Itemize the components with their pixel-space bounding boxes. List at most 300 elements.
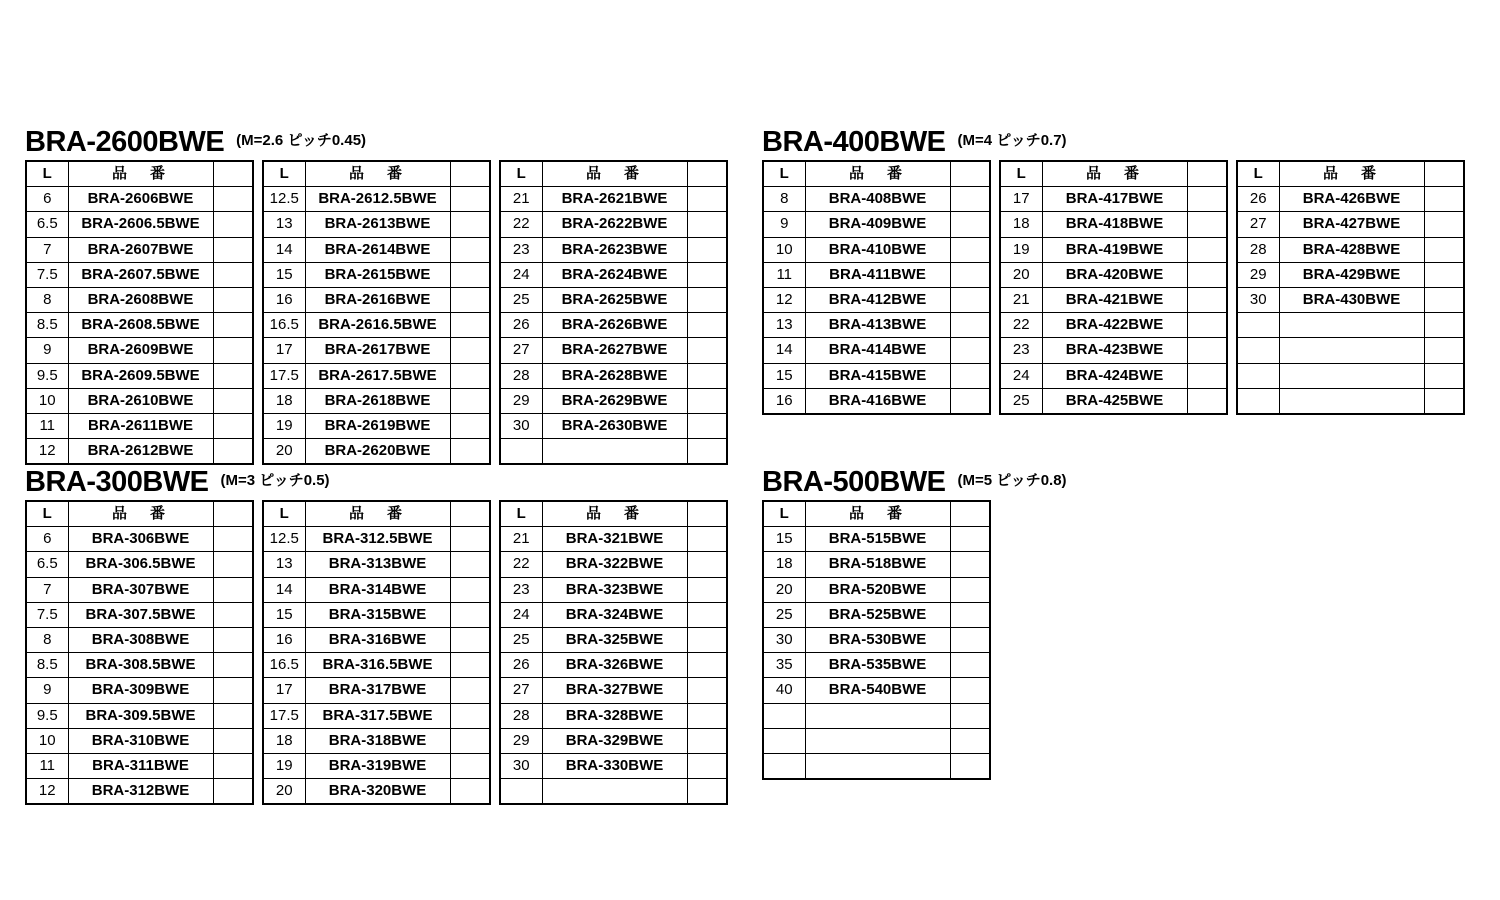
empty-cell [1187, 187, 1227, 212]
table-row [263, 288, 490, 313]
section-header [25, 466, 728, 498]
empty-cell [213, 262, 253, 287]
parts-table-2600-2 [262, 160, 491, 465]
length-value: 10 [26, 728, 68, 753]
table-row [1237, 187, 1464, 212]
table-row [263, 628, 490, 653]
table-row [26, 262, 253, 287]
part-number: BRA-2623BWE [542, 237, 687, 262]
part-number: BRA-420BWE [1042, 262, 1187, 287]
tables-row [762, 160, 1465, 415]
table-row [26, 187, 253, 212]
length-value: 18 [263, 728, 305, 753]
table-row [263, 527, 490, 552]
empty-cell [687, 577, 727, 602]
empty-cell [213, 703, 253, 728]
table-row [763, 678, 990, 703]
empty-cell [687, 728, 727, 753]
empty-cell [687, 237, 727, 262]
part-number: BRA-312.5BWE [305, 527, 450, 552]
length-value: 25 [500, 628, 542, 653]
header-extra [1187, 161, 1227, 187]
table-row [500, 363, 727, 388]
header-row [763, 501, 990, 527]
part-number: BRA-408BWE [805, 187, 950, 212]
empty-cell [450, 187, 490, 212]
empty-cell [450, 653, 490, 678]
length-value: 12 [26, 779, 68, 805]
table-row [263, 703, 490, 728]
part-number [1279, 338, 1424, 363]
header-length: L [500, 501, 542, 527]
empty-cell [213, 628, 253, 653]
empty-cell [1424, 288, 1464, 313]
length-value: 8 [763, 187, 805, 212]
header-part-number: 品 番 [68, 161, 213, 187]
length-value [763, 728, 805, 753]
table-row [500, 527, 727, 552]
empty-cell [687, 628, 727, 653]
header-extra [950, 161, 990, 187]
part-number: BRA-515BWE [805, 527, 950, 552]
table-row [26, 728, 253, 753]
table-row [263, 414, 490, 439]
empty-cell [1424, 388, 1464, 414]
table-row [1237, 388, 1464, 414]
length-value: 24 [500, 602, 542, 627]
empty-cell [950, 728, 990, 753]
table-row [763, 212, 990, 237]
empty-cell [950, 187, 990, 212]
empty-cell [1187, 363, 1227, 388]
section-spec: (M=3 ピッチ0.5) [220, 471, 330, 489]
part-number: BRA-317.5BWE [305, 703, 450, 728]
length-value: 30 [500, 414, 542, 439]
empty-cell [950, 653, 990, 678]
length-value: 19 [1000, 237, 1042, 262]
part-number: BRA-423BWE [1042, 338, 1187, 363]
part-number: BRA-2614BWE [305, 237, 450, 262]
empty-cell [450, 602, 490, 627]
length-value: 6 [26, 527, 68, 552]
empty-cell [950, 237, 990, 262]
table-row [26, 388, 253, 413]
length-value: 6.5 [26, 212, 68, 237]
part-number: BRA-2607.5BWE [68, 262, 213, 287]
part-number: BRA-427BWE [1279, 212, 1424, 237]
length-value: 15 [763, 527, 805, 552]
empty-cell [213, 313, 253, 338]
header-part-number: 品 番 [305, 501, 450, 527]
length-value: 13 [763, 313, 805, 338]
part-number: BRA-421BWE [1042, 288, 1187, 313]
table-row [26, 414, 253, 439]
empty-cell [213, 527, 253, 552]
empty-cell [450, 527, 490, 552]
length-value: 9.5 [26, 703, 68, 728]
part-number: BRA-310BWE [68, 728, 213, 753]
part-number: BRA-525BWE [805, 602, 950, 627]
part-number: BRA-320BWE [305, 779, 450, 805]
table-row [26, 703, 253, 728]
table-row [26, 678, 253, 703]
table-row [263, 653, 490, 678]
empty-cell [1424, 363, 1464, 388]
length-value: 12.5 [263, 187, 305, 212]
empty-cell [687, 678, 727, 703]
table-row [1237, 288, 1464, 313]
empty-cell [450, 338, 490, 363]
part-number: BRA-2617.5BWE [305, 363, 450, 388]
empty-cell [213, 439, 253, 465]
table-row [26, 363, 253, 388]
part-number: BRA-308.5BWE [68, 653, 213, 678]
parts-table-400-2 [999, 160, 1228, 415]
length-value: 16 [763, 388, 805, 414]
part-number: BRA-316BWE [305, 628, 450, 653]
empty-cell [950, 527, 990, 552]
empty-cell [687, 187, 727, 212]
part-number: BRA-312BWE [68, 779, 213, 805]
length-value: 12 [763, 288, 805, 313]
empty-cell [950, 363, 990, 388]
part-number: BRA-2629BWE [542, 388, 687, 413]
part-number: BRA-2610BWE [68, 388, 213, 413]
table-row [763, 288, 990, 313]
part-number: BRA-419BWE [1042, 237, 1187, 262]
length-value: 30 [1237, 288, 1279, 313]
empty-cell [213, 779, 253, 805]
empty-cell [213, 338, 253, 363]
header-part-number: 品 番 [805, 161, 950, 187]
part-number: BRA-2607BWE [68, 237, 213, 262]
header-length: L [1000, 161, 1042, 187]
header-row [1237, 161, 1464, 187]
length-value: 10 [763, 237, 805, 262]
empty-cell [687, 602, 727, 627]
part-number [1279, 388, 1424, 414]
header-extra [213, 161, 253, 187]
length-value: 18 [263, 388, 305, 413]
header-part-number: 品 番 [805, 501, 950, 527]
table-row [263, 754, 490, 779]
table-row [500, 414, 727, 439]
table-row [263, 439, 490, 465]
empty-cell [450, 313, 490, 338]
empty-cell [1424, 313, 1464, 338]
table-row [763, 237, 990, 262]
table-row [763, 602, 990, 627]
part-number: BRA-428BWE [1279, 237, 1424, 262]
header-extra [950, 501, 990, 527]
length-value: 24 [1000, 363, 1042, 388]
empty-cell [687, 212, 727, 237]
length-value: 6.5 [26, 552, 68, 577]
length-value: 17 [263, 338, 305, 363]
table-row [26, 338, 253, 363]
part-number: BRA-2622BWE [542, 212, 687, 237]
table-row [26, 439, 253, 465]
part-number: BRA-2615BWE [305, 262, 450, 287]
length-value: 16 [263, 628, 305, 653]
empty-cell [1424, 237, 1464, 262]
empty-cell [687, 439, 727, 465]
empty-cell [213, 237, 253, 262]
length-value: 20 [1000, 262, 1042, 287]
header-part-number: 品 番 [542, 501, 687, 527]
header-length: L [763, 161, 805, 187]
length-value: 18 [1000, 212, 1042, 237]
table-row [1000, 262, 1227, 287]
empty-cell [687, 338, 727, 363]
section-header [762, 466, 1067, 498]
table-row [500, 678, 727, 703]
empty-cell [213, 414, 253, 439]
empty-cell [1187, 388, 1227, 414]
empty-cell [450, 237, 490, 262]
part-number: BRA-316.5BWE [305, 653, 450, 678]
part-number [805, 728, 950, 753]
part-number: BRA-2618BWE [305, 388, 450, 413]
part-number: BRA-530BWE [805, 628, 950, 653]
table-row [263, 363, 490, 388]
table-row [263, 262, 490, 287]
part-number: BRA-540BWE [805, 678, 950, 703]
empty-cell [1187, 338, 1227, 363]
length-value: 23 [500, 237, 542, 262]
part-number: BRA-2616BWE [305, 288, 450, 313]
length-value: 19 [263, 754, 305, 779]
part-number: BRA-306.5BWE [68, 552, 213, 577]
empty-cell [450, 262, 490, 287]
part-number: BRA-2613BWE [305, 212, 450, 237]
empty-cell [213, 388, 253, 413]
table-row [500, 388, 727, 413]
header-part-number: 品 番 [542, 161, 687, 187]
part-number: BRA-329BWE [542, 728, 687, 753]
length-value: 21 [500, 187, 542, 212]
table-row [500, 338, 727, 363]
length-value: 28 [1237, 237, 1279, 262]
empty-cell [450, 414, 490, 439]
table-row [500, 187, 727, 212]
length-value: 16 [263, 288, 305, 313]
empty-cell [450, 754, 490, 779]
part-number: BRA-307.5BWE [68, 602, 213, 627]
empty-cell [687, 288, 727, 313]
length-value: 9 [763, 212, 805, 237]
table-row [500, 439, 727, 465]
table-row [263, 552, 490, 577]
part-number: BRA-306BWE [68, 527, 213, 552]
part-number: BRA-309.5BWE [68, 703, 213, 728]
part-number: BRA-319BWE [305, 754, 450, 779]
length-value: 7.5 [26, 262, 68, 287]
part-number: BRA-328BWE [542, 703, 687, 728]
part-number: BRA-2606.5BWE [68, 212, 213, 237]
empty-cell [213, 602, 253, 627]
part-number: BRA-317BWE [305, 678, 450, 703]
empty-cell [687, 414, 727, 439]
empty-cell [213, 754, 253, 779]
length-value: 20 [263, 439, 305, 465]
empty-cell [450, 552, 490, 577]
part-number: BRA-322BWE [542, 552, 687, 577]
table-row [263, 602, 490, 627]
length-value: 8.5 [26, 313, 68, 338]
part-number: BRA-2611BWE [68, 414, 213, 439]
part-number: BRA-2609.5BWE [68, 363, 213, 388]
empty-cell [950, 577, 990, 602]
empty-cell [450, 288, 490, 313]
length-value [763, 703, 805, 728]
length-value [500, 439, 542, 465]
table-row [763, 262, 990, 287]
header-row [26, 501, 253, 527]
table-row [500, 703, 727, 728]
parts-table-400-3 [1236, 160, 1465, 415]
table-row [500, 552, 727, 577]
table-row [26, 577, 253, 602]
part-number: BRA-2626BWE [542, 313, 687, 338]
empty-cell [950, 388, 990, 414]
parts-table-300-2 [262, 500, 491, 805]
length-value: 11 [26, 414, 68, 439]
empty-cell [950, 288, 990, 313]
length-value: 15 [263, 262, 305, 287]
empty-cell [450, 363, 490, 388]
part-number: BRA-313BWE [305, 552, 450, 577]
table-row [263, 237, 490, 262]
empty-cell [1424, 212, 1464, 237]
length-value: 14 [263, 237, 305, 262]
empty-cell [687, 779, 727, 805]
empty-cell [950, 212, 990, 237]
table-row [263, 577, 490, 602]
empty-cell [687, 388, 727, 413]
table-row [500, 212, 727, 237]
part-number: BRA-2617BWE [305, 338, 450, 363]
part-number: BRA-409BWE [805, 212, 950, 237]
part-number: BRA-323BWE [542, 577, 687, 602]
part-number: BRA-411BWE [805, 262, 950, 287]
section-title: BRA-500BWE [762, 466, 946, 498]
part-number: BRA-327BWE [542, 678, 687, 703]
length-value: 17.5 [263, 363, 305, 388]
length-value: 22 [500, 212, 542, 237]
empty-cell [687, 363, 727, 388]
table-row [763, 577, 990, 602]
parts-table-500-1 [762, 500, 991, 780]
part-number: BRA-520BWE [805, 577, 950, 602]
empty-cell [950, 313, 990, 338]
part-number: BRA-314BWE [305, 577, 450, 602]
length-value: 17 [263, 678, 305, 703]
part-number: BRA-430BWE [1279, 288, 1424, 313]
table-row [1237, 313, 1464, 338]
table-row [763, 313, 990, 338]
length-value [1237, 363, 1279, 388]
length-value: 14 [763, 338, 805, 363]
table-row [763, 728, 990, 753]
length-value: 25 [1000, 388, 1042, 414]
empty-cell [950, 703, 990, 728]
header-part-number: 品 番 [1042, 161, 1187, 187]
part-number: BRA-326BWE [542, 653, 687, 678]
table-row [1237, 338, 1464, 363]
header-row [1000, 161, 1227, 187]
part-number [542, 779, 687, 805]
empty-cell [213, 212, 253, 237]
length-value: 26 [500, 313, 542, 338]
length-value: 15 [263, 602, 305, 627]
table-row [500, 628, 727, 653]
part-number: BRA-412BWE [805, 288, 950, 313]
empty-cell [450, 388, 490, 413]
empty-cell [950, 754, 990, 780]
table-row [263, 728, 490, 753]
length-value: 21 [500, 527, 542, 552]
table-row [500, 653, 727, 678]
empty-cell [450, 439, 490, 465]
part-number: BRA-415BWE [805, 363, 950, 388]
table-row [500, 237, 727, 262]
empty-cell [1424, 187, 1464, 212]
part-number: BRA-426BWE [1279, 187, 1424, 212]
empty-cell [213, 288, 253, 313]
length-value: 7 [26, 237, 68, 262]
table-row [26, 653, 253, 678]
part-number: BRA-2609BWE [68, 338, 213, 363]
part-number: BRA-424BWE [1042, 363, 1187, 388]
table-row [763, 187, 990, 212]
empty-cell [450, 628, 490, 653]
table-row [763, 552, 990, 577]
empty-cell [1424, 262, 1464, 287]
header-extra [213, 501, 253, 527]
header-part-number: 品 番 [305, 161, 450, 187]
empty-cell [450, 703, 490, 728]
part-number: BRA-518BWE [805, 552, 950, 577]
length-value [1237, 388, 1279, 414]
header-part-number: 品 番 [1279, 161, 1424, 187]
empty-cell [1187, 212, 1227, 237]
length-value: 22 [500, 552, 542, 577]
part-number: BRA-2628BWE [542, 363, 687, 388]
table-row [26, 628, 253, 653]
length-value: 23 [500, 577, 542, 602]
table-row [263, 388, 490, 413]
table-row [26, 602, 253, 627]
header-row [500, 501, 727, 527]
parts-table-300-1 [25, 500, 254, 805]
part-number: BRA-414BWE [805, 338, 950, 363]
empty-cell [213, 577, 253, 602]
length-value: 28 [500, 363, 542, 388]
table-row [1237, 363, 1464, 388]
part-number: BRA-2612.5BWE [305, 187, 450, 212]
part-number: BRA-2624BWE [542, 262, 687, 287]
section-spec: (M=4 ピッチ0.7) [957, 131, 1067, 149]
table-row [500, 602, 727, 627]
length-value: 12.5 [263, 527, 305, 552]
part-number [1279, 363, 1424, 388]
length-value: 25 [500, 288, 542, 313]
empty-cell [1187, 313, 1227, 338]
length-value: 11 [26, 754, 68, 779]
length-value: 18 [763, 552, 805, 577]
empty-cell [687, 262, 727, 287]
